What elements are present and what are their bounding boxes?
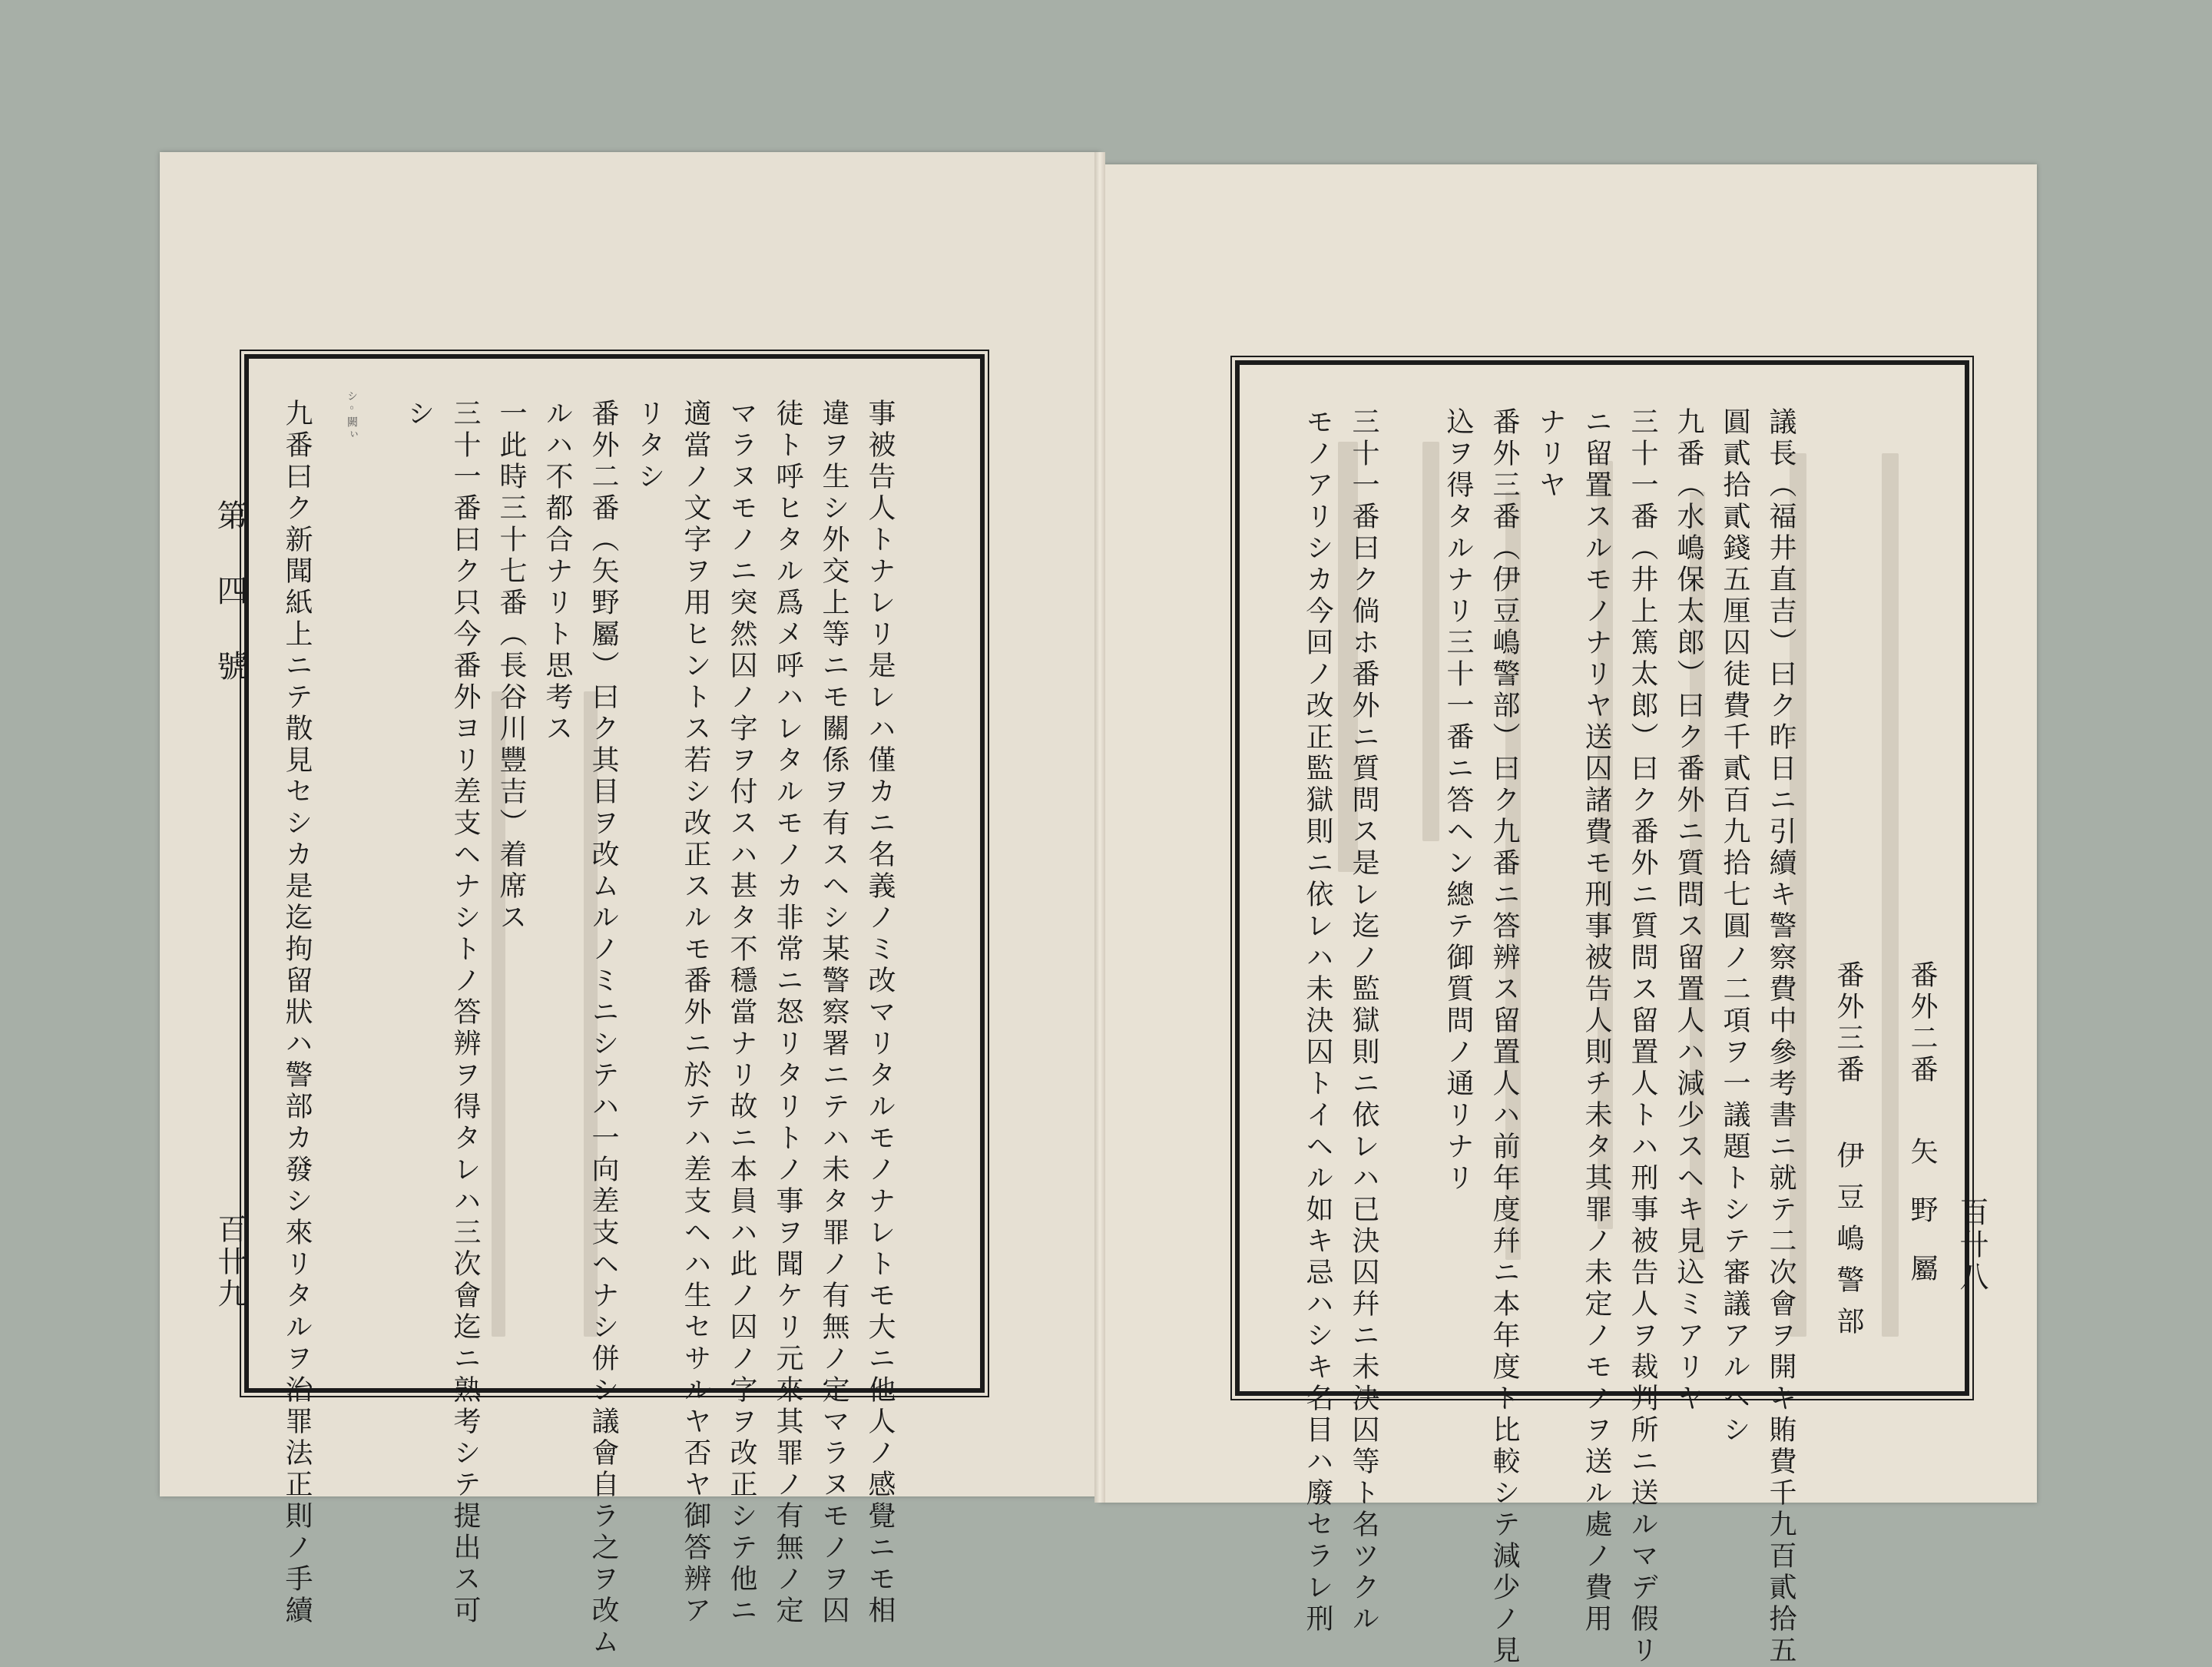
left-col-10: 三十一番曰ク只今番外ヨリ差支ヘナシトノ答辨ヲ得タレハ三次會迄ニ熟考シテ提出ス可	[449, 399, 481, 1627]
left-col-6: リタシ	[634, 399, 665, 493]
right-col-3: 九番（水嶋保太郎）曰ク番外ニ質問ス留置人ハ減少スヘキ見込ミアリヤ	[1673, 407, 1704, 1415]
left-col-2: 違ヲ生シ外交上等ニモ關係ヲ有スヘシ某警察署ニテハ未タ罪ノ有無ノ定マラヌモノヲ囚	[818, 399, 849, 1627]
official-name-2: 伊豆嶋警部	[1833, 1141, 1864, 1348]
left-issue-label: 第四號	[212, 499, 247, 725]
book-gutter	[1094, 152, 1105, 1503]
right-col-4: 三十一番（井上篤太郎）曰ク番外ニ質問ス留置人トハ刑事被告人ヲ裁判所ニ送ルマデ假リ	[1627, 407, 1658, 1667]
left-col-4: マラヌモノニ突然囚ノ字ヲ付スハ甚タ不穩當ナリ故ニ本員ハ此ノ囚ノ字ヲ改正シテ他ニ	[726, 399, 757, 1627]
left-col-9: 一此時三十七番（長谷川豐吉）着席ス	[495, 399, 527, 934]
left-col-5: 適當ノ文字ヲ用ヒントス若シ改正スルモ番外ニ於テハ差支ヘハ生セサルヤ否ヤ御答辨ア	[680, 399, 711, 1627]
right-col-9: 三十一番曰ク倘ホ番外ニ質問ス是レ迄ノ監獄則ニ依レハ已決囚幷ニ未決囚等ト名ツクル	[1348, 407, 1379, 1636]
left-folio: 百卄九	[213, 1214, 247, 1311]
right-folio: 百卄八	[1955, 1197, 1988, 1294]
right-col-2: 圓貳拾貳錢五厘囚徒費千貳百九拾七圓ノ二項ヲ一議題トシテ審議アルヘシ	[1719, 407, 1750, 1447]
right-col-8: 込ヲ得タルナリ三十一番ニ答ヘン總テ御質問ノ通リナリ	[1442, 407, 1474, 1195]
left-col-12: 九番曰ク新聞紙上ニテ散見セシカ是迄拘留狀ハ警部カ發シ來リタルヲ治罪法正則ノ手續	[281, 399, 313, 1627]
right-col-10: モノアリシカ今回ノ改正監獄則ニ依レハ未決囚トイヘル如キ忌ハシキ名目ハ廢セラレ刑	[1302, 407, 1333, 1636]
official-role-2: 番外三番	[1833, 960, 1864, 1086]
right-col-6: ナリヤ	[1535, 407, 1566, 502]
left-col-1: 事被告人トナレリ是レハ僅カニ名義ノミ改マリタルモノナレトモ大ニ他人ノ感覺ニモ相	[864, 399, 896, 1627]
left-stray-mark: シ◦闕ぃ	[346, 390, 358, 441]
official-role-1: 番外二番	[1906, 960, 1938, 1086]
left-col-7: 番外二番（矢野屬）曰ク其目ヲ改ムルノミニシテハ一向差支ヘナシ併シ議會自ラ之ヲ改ム	[588, 399, 619, 1659]
official-name-1: 矢野屬	[1906, 1137, 1938, 1312]
left-col-8: ルハ不都合ナリト思考ス	[541, 399, 573, 745]
right-col-1: 議長（福井直吉）曰ク昨日ニ引續キ警察費中參考書ニ就テ二次會ヲ開キ賄費千九百貳拾五	[1765, 407, 1796, 1667]
right-col-7: 番外三番（伊豆嶋警部）曰ク九番ニ答辨ス留置人ハ前年度幷ニ本年度ト比較シテ減少ノ見	[1488, 407, 1520, 1667]
right-col-5: ニ留置スルモノナリヤ送囚諸費モ刑事被告人則チ未タ其罪ノ未定ノモノヲ送ル處ノ費用	[1581, 407, 1612, 1636]
left-col-3: 徒ト呼ヒタル爲メ呼ハレタルモノカ非常ニ怒リタリトノ事ヲ聞ケリ元來其罪ノ有無ノ定	[772, 399, 803, 1627]
left-col-11: シ	[403, 399, 435, 430]
